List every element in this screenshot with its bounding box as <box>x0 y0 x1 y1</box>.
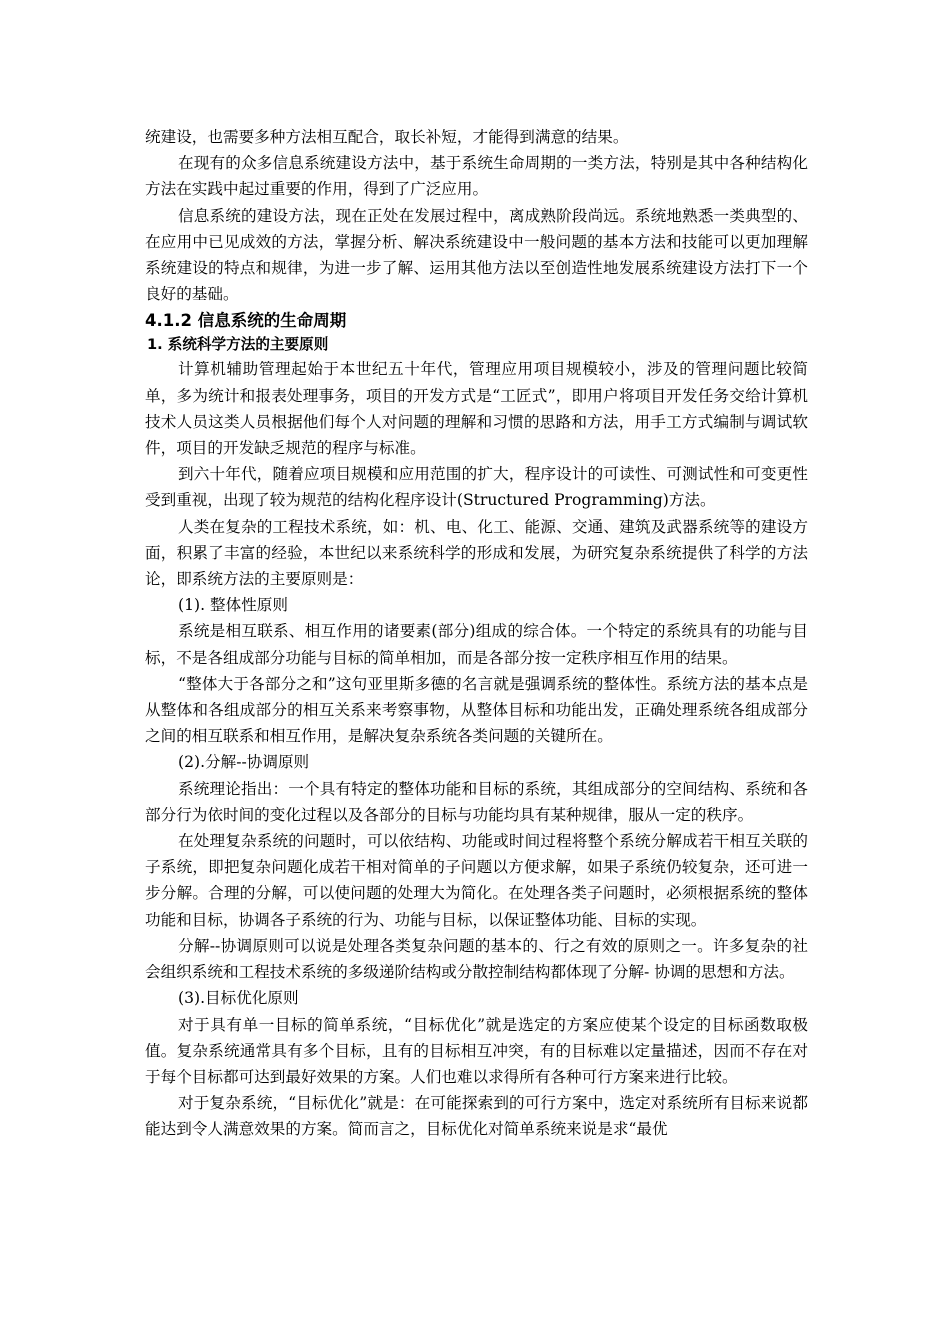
principle-3-paragraph: 对于复杂系统，“目标优化”就是：在可能探索到的可行方案中，选定对系统所有目标来说都能达到令人满意效果的方案。简而言之，目标优化对简单系统来说是求“最优 <box>145 1094 808 1139</box>
document-body <box>145 124 808 1143</box>
body-paragraph: 计算机辅助管理起始于本世纪五十年代，管理应用项目规模较小，涉及的管理问题比较简单，多为统计和报表处理事务，项目的开发方式是“工匠式”，即用户将项目开发任务交给计算机技术人员这类人员根据他们每个人对问题的理解和习惯的思路和方法，用手工方式编制与调试软件，项目的开发缺乏规范的程序与标准。 <box>145 360 808 458</box>
body-paragraph: 人类在复杂的工程技术系统，如：机、电、化工、能源、交通、建筑及武器系统等的建设方面，积累了丰富的经验，本世纪以来系统科学的形成和发展，为研究复杂系统提供了科学的方法论，即系统方法的主要原则是： <box>145 517 808 589</box>
principle-2-paragraph: 分解--协调原则可以说是处理各类复杂问题的基本的、行之有效的原则之一。许多复杂的社会组织系统和工程技术系统的多级递阶结构或分散控制结构都体现了分解- 协调的思想和方法。 <box>145 936 808 982</box>
principle-1-paragraph: 系统是相互联系、相互作用的诸要素(部分)组成的综合体。一个特定的系统具有的功能与目标，不是各组成部分功能与目标的简单相加，而是各部分按一定秩序相互作用的结果。 <box>145 622 808 667</box>
intro-paragraph-continued: 统建设，也需要多种方法相互配合，取长补短，才能得到满意的结果。 <box>145 128 629 146</box>
subsection-heading: 1. 系统科学方法的主要原则 <box>147 336 329 354</box>
intro-paragraph: 信息系统的建设方法，现在正处在发展过程中，离成熟阶段尚远。系统地熟悉一类典型的、在应用中已见成效的方法，掌握分析、解决系统建设中一般问题的基本方法和技能可以更加理解系统建设的特点和规律，为进一步了解、运用其他方法以至创造性地发展系统建设方法打下一个良好的基础。 <box>145 206 808 304</box>
intro-paragraph: 在现有的众多信息系统建设方法中，基于系统生命周期的一类方法，特别是其中各种结构化方法在实践中起过重要的作用，得到了广泛应用。 <box>145 154 808 199</box>
principle-2-paragraph: 系统理论指出：一个具有特定的整体功能和目标的系统，其组成部分的空间结构、系统和各部分行为依时间的变化过程以及各部分的目标与功能均具有某种规律，服从一定的秩序。 <box>145 779 808 824</box>
principle-2-paragraph: 在处理复杂系统的问题时，可以依结构、功能或时间过程将整个系统分解成若干相互关联的子系统，即把复杂问题化成若干相对简单的子问题以方便求解，如果子系统仍较复杂，还可进一步分解。合理的分解，可以使问题的处理大为简化。在处理各类子问题时，必须根据系统的整体功能和目标，协调各子系统的行为、功能与目标，以保证整体功能、目标的实现。 <box>145 832 808 929</box>
body-paragraph: 到六十年代，随着应项目规模和应用范围的扩大，程序设计的可读性、可测试性和可变更性受到重视，出现了较为规范的结构化程序设计(Structured Programming)方法。 <box>145 465 808 510</box>
principle-2-title: (2).分解--协调原则 <box>178 753 310 772</box>
principle-3-paragraph: 对于具有单一目标的简单系统，“目标优化”就是选定的方案应使某个设定的目标函数取极值。复杂系统通常具有多个目标，且有的目标相互冲突，有的目标难以定量描述，因而不存在对于每个目标都可达到最好效果的方案。人们也难以求得所有各种可行方案来进行比较。 <box>145 1015 808 1086</box>
principle-1-title: (1). 整体性原则 <box>178 596 288 615</box>
principle-1-paragraph: “整体大于各部分之和”这句亚里斯多德的名言就是强调系统的整体性。系统方法的基本点是从整体和各组成部分的相互关系来考察事物，从整体目标和功能出发，正确处理系统各组成部分之间的相互联系和相互作用，是解决复杂系统各类问题的关键所在。 <box>145 674 808 746</box>
section-heading: 4.1.2 信息系统的生命周期 <box>145 311 347 331</box>
principle-3-title: (3).目标优化原则 <box>178 989 299 1008</box>
